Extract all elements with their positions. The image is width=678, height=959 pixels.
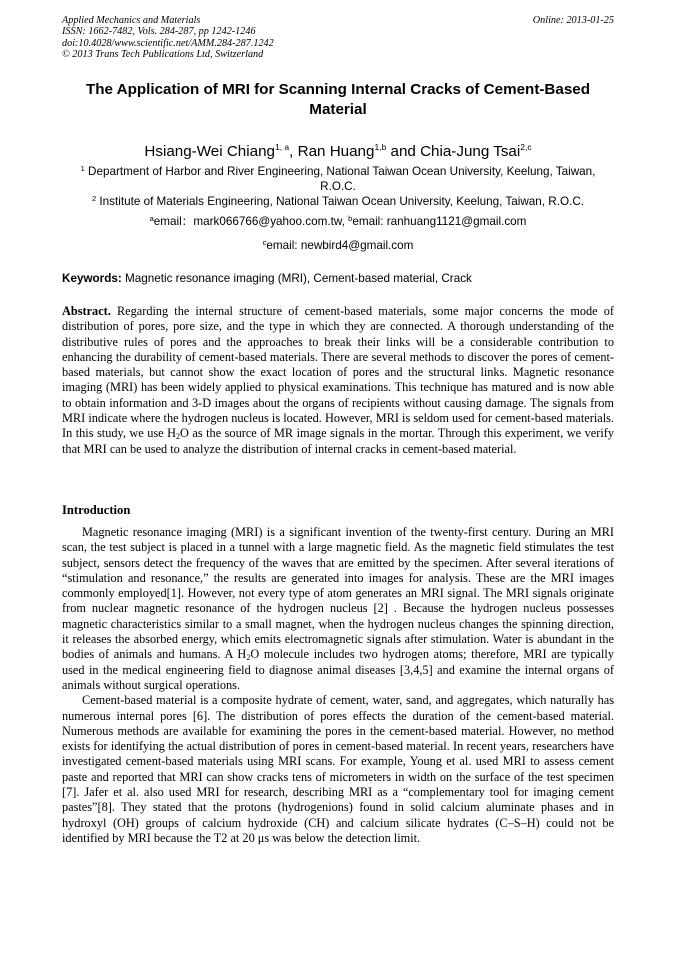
paragraph: Magnetic resonance imaging (MRI) is a significant invention of the twenty-first century. During an MRI scan, the test subject is placed in a tunnel with a large magnetic field. As the magnetic field stimulates the test subject, sensors detect the frequency of the waves that are emitted by the specimen. After several iterations of “stimulation and resonance,” the results are generated into images for analysis. These are the MRI images commonly employed[1]. However, not every type of atom generates an MRI signal. The MRI signals originate from nuclear magnetic resonance of the hydrogen nucleus [2] . Because the hydrogen nucleus possesses magnetic characteristics similar to a small magnet, when the hydrogen nucleus changes the spinning direction, it releases the absorbed energy, which emits electromagnetic signals after stimulation. Water is abundant in the bodies of animals and humans. A $H_2O$ molecule includes two hydrogen atoms; therefore, MRI are typically used in the medical engineering field to diagnose animal diseases [3,4,5] and examine the internal organs of animals without surgical operations. [62, 525, 614, 692]
author-name: Chia-Jung Tsai [420, 143, 521, 160]
journal-name: Applied Mechanics and Materials [62, 15, 201, 26]
email-line-1: $^a$email：mark066766@yahoo.com.tw, $^b$email: ranhuang1121@gmail.com [149, 214, 527, 228]
author-affiliation-mark: 1,b [374, 142, 387, 152]
abstract-label: Abstract. [62, 304, 111, 318]
author-name: Ran Huang [297, 143, 375, 160]
author-affiliation-mark: 1, a [274, 142, 290, 152]
author-name: Hsiang-Wei Chiang [144, 143, 275, 160]
journal-copyright: © 2013 Trans Tech Publications Ltd, Switzerland [62, 49, 264, 61]
online-date: Online: 2013-01-25 [532, 15, 614, 26]
author-list: Hsiang-Wei Chiang$^{1, a}$, Ran Huang$^{1,b}$ and Chia-Jung Tsai$^{2,c}$ [144, 142, 532, 160]
paper-title: The Application of MRI for Scanning Internal Cracks of Cement-Based Material [85, 81, 591, 118]
journal-header [62, 15, 614, 61]
keywords-label: Keywords: [62, 272, 122, 285]
keywords-text: Magnetic resonance imaging (MRI), Cement-based material, Crack [125, 272, 472, 285]
keywords [62, 272, 614, 287]
journal-doi: doi:10.4028/www.scientific.net/AMM.284-287.1242 [62, 37, 274, 49]
abstract: Abstract. Regarding the internal structure of cement-based materials, some major concerns the mode of distribution of pores, pore size, and the type in which they are connected. A thorough understanding of the distributive rules of pores and the approaches to break their links will be a considerable contribution to enhancing the durability of cement-based materials. There are several methods to discover the pores of cement-based materials, but cannot show the exact location of pores and the structural links. Magnetic resonance imaging (MRI) has been widely applied to physical examinations. This technique has matured and is now able to obtain information and 3-D images about the organs of recipients without causing damage. The signals from MRI indicate where the hydrogen nucleus is located. However, MRI is seldom used for cement-based materials. In this study, we use $H_2O$ as the source of MR image signals in the mortar. Through this experiment, we verify that MRI can be used to analyze the distribution of internal cracks in cement-based material. [62, 304, 614, 456]
email-link[interactable]: mark066766@yahoo.com.tw [193, 215, 342, 228]
email-line-2: $^c$email: newbird4@gmail.com [262, 238, 414, 252]
affiliation-1: $^1$ Department of Harbor and River Engineering, National Taiwan Ocean University, Keelung, Taiwan, R.O.C. [80, 164, 596, 193]
journal-issn: ISSN: 1662-7482, Vols. 284-287, pp 1242-1246 [62, 26, 256, 38]
paragraph: Cement-based material is a composite hydrate of cement, water, sand, and aggregates, which naturally has numerous internal pores [6]. The distribution of pores effects the duration of the cement-based material. Numerous methods are available for examining the pores in the cement-based material. However, no method exists for identifying the actual distribution of pores in cement-based material. In recent years, researchers have investigated cement-based materials using MRI scans. For example, Young et al. used MRI to assess cement paste and reported that MRI can show cracks tens of micrometers in width on the surface of the test specimen [7]. Jafer et al. also used MRI for research, describing MRI as a “complementary tool for imaging cement pastes”[8]. They stated that the protons (hydrogenions) found in solid calcium aluminate phases and in hydroxyl (OH) groups of calcium hydroxide (CH) and calcium silicate hydrates (C–S–H) could not be identified by MRI because the T2 at 20 μs was below the detection limit. [62, 693, 614, 845]
email-link[interactable]: ranhuang1121@gmail.com [386, 215, 527, 228]
introduction-body [62, 525, 614, 846]
email-link[interactable]: newbird4@gmail.com [300, 239, 414, 252]
author-affiliation-mark: 2,c [520, 142, 532, 152]
affiliation-2: $^2$ Institute of Materials Engineering, National Taiwan Ocean University, Keelung, Taiwan, R.O.C. [91, 194, 585, 208]
section-heading-introduction: Introduction [62, 503, 131, 517]
